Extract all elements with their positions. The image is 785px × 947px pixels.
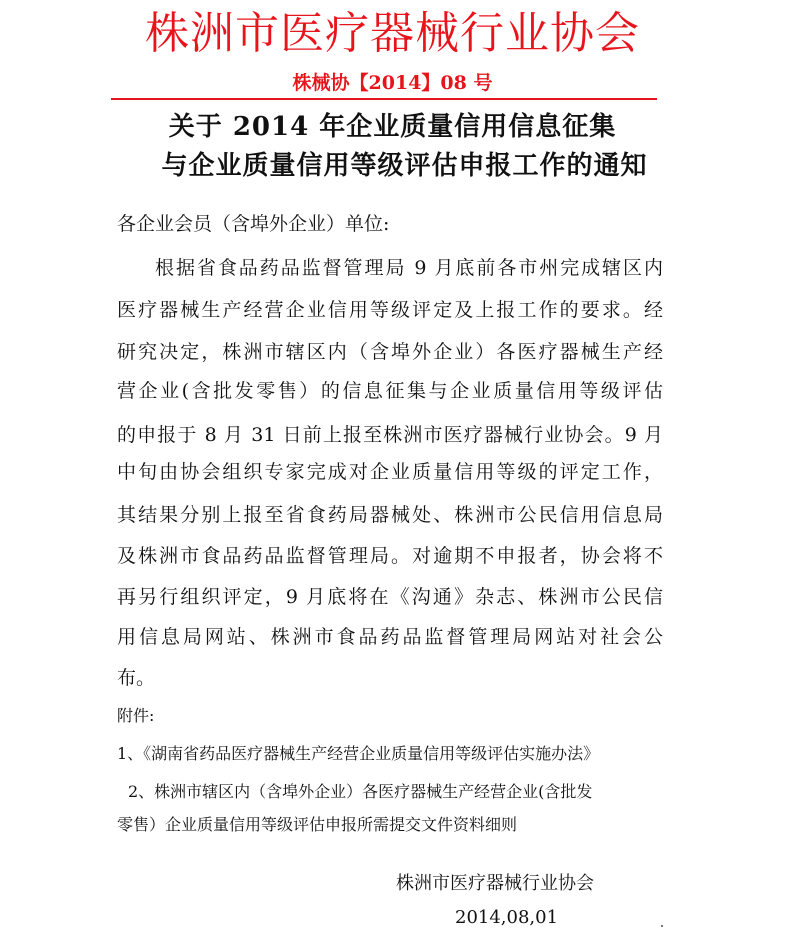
notice-title-line-2: 与企业质量信用等级评估申报工作的通知 (161, 151, 648, 181)
body-line: 研究决定，株洲市辖区内（含埠外企业）各医疗器械生产经 (117, 341, 663, 363)
body-line: 用信息局网站、株洲市食品药品监督管理局网站对社会公 (117, 626, 663, 648)
body-line: 其结果分别上报至省食药局器械处、株洲市公民信用信息局 (117, 504, 663, 526)
body-line: 医疗器械生产经营企业信用等级评定及上报工作的要求。经 (117, 299, 663, 321)
scan-mark (661, 925, 663, 927)
body-line: 及株洲市食品药品监督管理局。对逾期不申报者，协会将不 (117, 545, 663, 567)
red-divider (111, 98, 657, 100)
notice-title-line-1: 关于 2014 年企业质量信用信息征集 (168, 112, 617, 142)
org-header: 株洲市医疗器械行业协会 (145, 8, 640, 59)
attachment-item: 1、《湖南省药品医疗器械生产经营企业质量信用等级评估实施办法》 (117, 744, 600, 763)
doc-number: 株械协【2014】08 号 (292, 72, 493, 94)
body-line: 中旬由协会组织专家完成对企业质量信用等级的评定工作， (117, 461, 663, 483)
attachment-item-continued: 零售）企业质量信用等级评估申报所需提交文件资料细则 (117, 815, 518, 834)
body-line: 的申报于 8 月 31 日前上报至株洲市医疗器械行业协会。9 月 (117, 424, 663, 446)
body-line: 再另行组织评定，9 月底将在《沟通》杂志、株洲市公民信 (117, 586, 663, 608)
signature-organization: 株洲市医疗器械行业协会 (396, 873, 594, 894)
body-line: 营企业(含批发零售）的信息征集与企业质量信用等级评估 (117, 380, 663, 402)
body-line: 布。 (117, 667, 156, 689)
body-line: 根据省食品药品监督管理局 9 月底前各市州完成辖区内 (155, 257, 663, 279)
salutation: 各企业会员（含埠外企业）单位: (117, 213, 390, 235)
signature-date: 2014,08,01 (455, 907, 559, 928)
attachment-item: 2、株洲市辖区内（含埠外企业）各医疗器械生产经营企业(含批发 (128, 782, 593, 801)
attachments-label: 附件: (117, 706, 155, 725)
